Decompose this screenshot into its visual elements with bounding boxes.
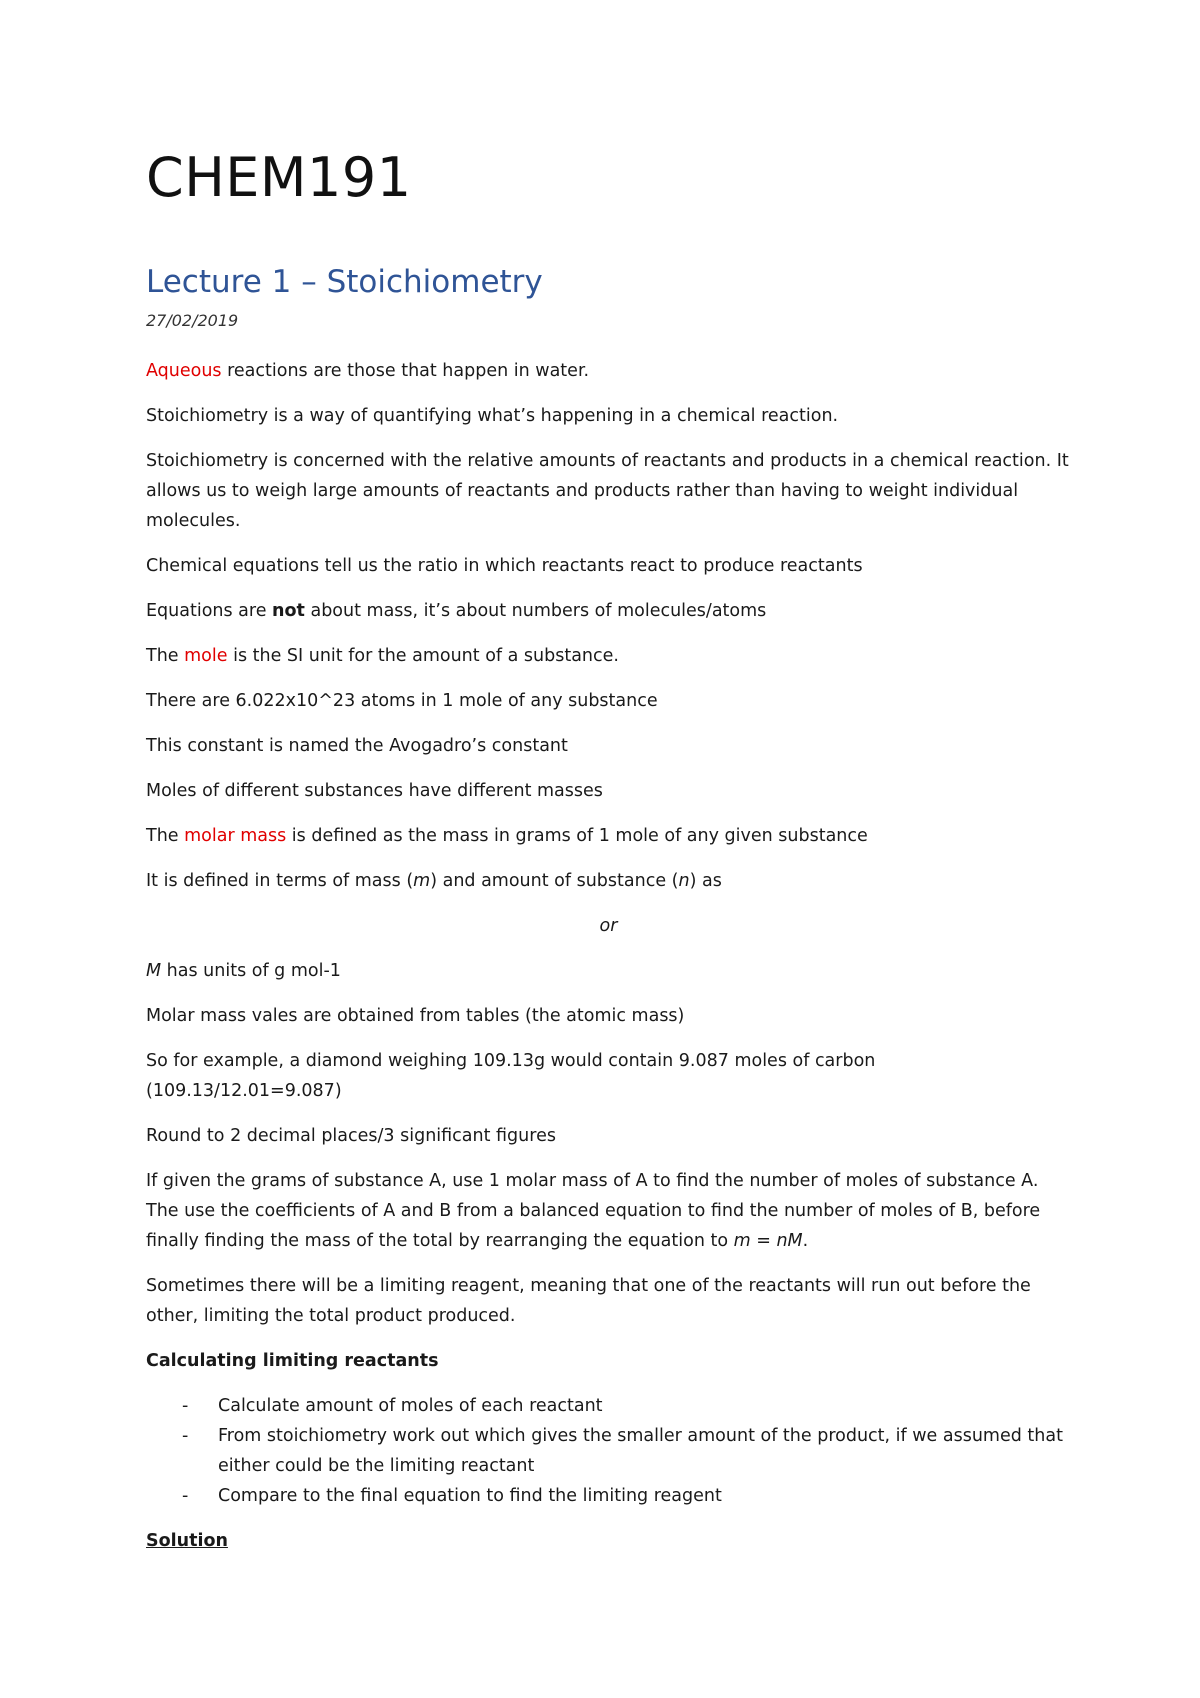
paragraph-mole: The mole is the SI unit for the amount of a substance. [146,646,619,666]
paragraph-rounding: Round to 2 decimal places/3 significant figures [146,1126,556,1146]
document-title: CHEM191 [146,146,412,209]
lecture-heading: Lecture 1 – Stoichiometry [146,264,543,300]
paragraph-definition: It is defined in terms of mass (m) and amount of substance (n) as [146,871,722,891]
term-aqueous: Aqueous [146,361,222,381]
list-item: - Compare to the final equation to find the limiting reagent [182,1486,722,1506]
term-mole: mole [184,646,228,666]
paragraph-molar-mass: The molar mass is defined as the mass in grams of 1 mole of any given substance [146,826,868,846]
paragraph-moles-masses: Moles of different substances have different masses [146,781,603,801]
sub-heading-limiting-reactants: Calculating limiting reactants [146,1351,439,1371]
paragraph-limiting-reagent: Sometimes there will be a limiting reagent, meaning that one of the reactants will run out before the other, limiting the total product produced. [146,1276,1031,1326]
paragraph-avogadro-constant: This constant is named the Avogadro’s constant [146,736,568,756]
lecture-date: 27/02/2019 [146,311,239,330]
paragraph-aqueous: Aqueous reactions are those that happen in water. [146,361,590,381]
paragraph-tables: Molar mass vales are obtained from tables (the atomic mass) [146,1006,685,1026]
limiting-reactants-list [146,1391,1071,1511]
paragraph-units: M has units of g mol-1 [146,961,341,981]
list-item: - From stoichiometry work out which gives the smaller amount of the product, if we assumed that either could be the limiting reactant [182,1426,1063,1476]
term-molar-mass: molar mass [184,826,287,846]
paragraph-procedure: If given the grams of substance A, use 1 molar mass of A to find the number of moles of substance A. The use the coefficients of A and B from a balanced equation to find the number of moles of B, before finally finding the mass of the total by rearranging the equation to m = nM. [146,1171,1041,1251]
paragraph-stoichiometry-def: Stoichiometry is a way of quantifying what’s happening in a chemical reaction. [146,406,839,426]
paragraph-equations-mass: Equations are not about mass, it’s about numbers of molecules/atoms [146,601,767,621]
document-body [146,356,1071,1571]
list-item: - Calculate amount of moles of each reactant [182,1396,603,1416]
paragraph-or: or [599,916,618,936]
paragraph-chemical-equations: Chemical equations tell us the ratio in which reactants react to produce reactants [146,556,863,576]
paragraph-avogadro-number: There are 6.022x10^23 atoms in 1 mole of any substance [146,691,658,711]
paragraph-stoichiometry-concern: Stoichiometry is concerned with the relative amounts of reactants and products in a chemical reaction. It allows us to weigh large amounts of reactants and products rather than having to weight individual molecules. [146,451,1069,531]
paragraph-diamond-example: So for example, a diamond weighing 109.13g would contain 9.087 moles of carbon (109.13/12.01=9.087) [146,1051,876,1101]
solution-heading: Solution [146,1531,228,1551]
